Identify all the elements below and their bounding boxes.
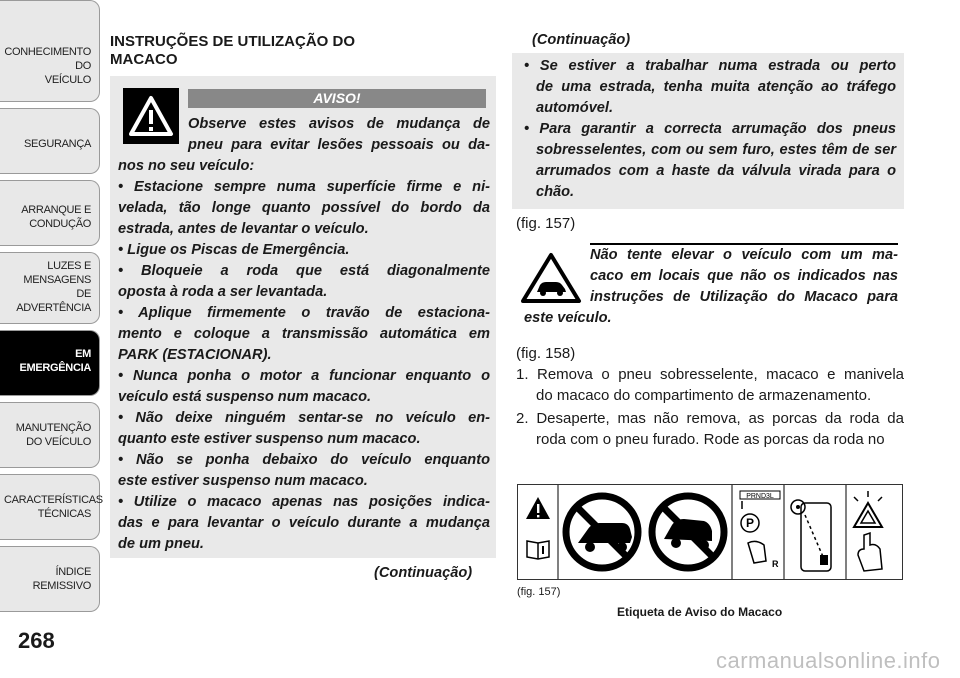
caution-car-icon: [520, 252, 582, 304]
text-line: velada, tão longe quanto possível do bordo da: [118, 200, 490, 216]
warning-text: [118, 114, 490, 555]
step-line: do macaco do compartimento de armazenamento.: [536, 387, 872, 404]
warning-line: pneu para evitar lesões pessoais ou da-: [188, 137, 490, 153]
heading-line: MACACO: [110, 51, 178, 68]
tab-label-line: CARACTERÍSTICAS: [4, 494, 103, 506]
tab-label-line: TÉCNICAS: [37, 508, 91, 520]
warning-icon: [526, 497, 550, 519]
tab-label-line: MENSAGENS: [23, 274, 91, 286]
text-line: • Nunca ponha o motor a funcionar enquanto o: [118, 368, 490, 384]
heading-line: INSTRUÇÕES DE UTILIZAÇÃO DO: [110, 33, 356, 50]
text-line: veículo está suspenso num macaco.: [118, 389, 372, 405]
tab-label-line: MANUTENÇÃO: [15, 422, 91, 434]
tab-label-line: VEÍCULO: [44, 74, 91, 86]
warning-continued: (Continuação): [374, 565, 473, 581]
text-line: • Estacione sempre numa superfície firme e ni-: [118, 179, 490, 195]
step-line: 2. Desaperte, mas não remova, as porcas da roda da: [516, 410, 904, 427]
warning-line: Observe estes avisos de mudança de: [188, 116, 490, 132]
text-line: • Para garantir a correcta arrumação dos pneus: [524, 121, 896, 137]
caution-last-line: este veículo.: [524, 310, 612, 326]
hazard-lights-icon: [854, 491, 882, 571]
sidebar-tab-emergencia[interactable]: [0, 330, 100, 396]
tab-label-line: DO VEÍCULO: [26, 436, 91, 448]
tab-label-line: SEGURANÇA: [24, 138, 91, 150]
text-line: • Não deixe ninguém sentar-se no veículo en-: [118, 410, 490, 426]
warning-line: nos no seu veículo:: [118, 158, 255, 174]
tab-label-line: LUZES E: [47, 260, 91, 272]
text-line: sobresselentes, com ou sem furo, estes têm de ser: [536, 142, 896, 158]
figure-caption: Etiqueta de Aviso do Macaco: [617, 605, 783, 619]
tab-label-line: ARRANQUE E: [21, 204, 91, 216]
warning-title: AVISO!: [313, 90, 361, 106]
text-line: instruções de Utilização do Macaco para: [590, 289, 898, 305]
text-line: de um pneu.: [118, 536, 204, 552]
no-jacking-here-icon: [652, 496, 724, 568]
sidebar-tab-manutencao[interactable]: [0, 402, 100, 468]
jack-warning-label-figure: [517, 484, 903, 580]
text-line: arrumados com a haste da válvula virada para o: [536, 163, 896, 179]
sidebar-tab-conhecimento[interactable]: [0, 0, 100, 102]
tab-label-line: CONHECIMENTO: [4, 46, 91, 58]
fig157-reference: (fig. 157): [516, 215, 576, 232]
text-line: quanto este estiver suspenso num macaco.: [118, 431, 421, 447]
manual-book-icon: [527, 541, 549, 559]
tab-label-line: DE: [76, 288, 91, 300]
page-number: 268: [18, 628, 55, 653]
park-letter: P: [745, 516, 755, 530]
sidebar-tab-seguranca[interactable]: [0, 108, 100, 174]
watermark: carmanualsonline.info: [716, 648, 941, 673]
step-line: roda com o pneu furado. Rode as porcas da roda no: [536, 431, 885, 448]
text-line: chão.: [536, 184, 575, 200]
text-line: automóvel.: [536, 100, 614, 116]
text-line: das e para levantar o veículo durante a mudança: [118, 515, 490, 531]
text-line: estrada, antes de levantar o veículo.: [118, 221, 369, 237]
section-heading: [110, 33, 440, 69]
text-line: • Utilize o macaco apenas nas posições indica-: [118, 494, 490, 510]
caution-text: [590, 245, 898, 308]
text-line: PARK (ESTACIONAR).: [118, 347, 272, 363]
text-line: mento e coloque a transmissão automática em: [118, 326, 490, 342]
text-line: • Se estiver a trabalhar numa estrada ou perto: [524, 58, 896, 74]
text-line: oposta à roda a ser levantada.: [118, 284, 328, 300]
tab-label-line: ÍNDICE: [55, 566, 91, 578]
step-line: 1. Remova o pneu sobresselente, macaco e manivela: [516, 366, 904, 383]
text-line: Não tente elevar o veículo com um ma-: [590, 247, 898, 263]
figure-label: (fig. 157): [517, 586, 561, 598]
text-line: caco em locais que não os indicados nas: [590, 268, 898, 284]
tab-label-line: DO: [75, 60, 91, 72]
continued-warning-text: [524, 56, 896, 203]
text-line: de uma estrada, tenha muita atenção ao tráfego: [536, 79, 896, 95]
step-1: [516, 364, 904, 406]
tab-label-line: CONDUÇÃO: [29, 218, 91, 230]
sidebar-tab-luzes[interactable]: [0, 252, 100, 324]
tab-label-line: EMERGÊNCIA: [19, 362, 91, 374]
warning-title-bar: [188, 89, 486, 108]
text-line: • Bloqueie a roda que está diagonalmente: [118, 263, 490, 279]
tab-label-line: ADVERTÊNCIA: [16, 302, 91, 314]
fig158-reference: (fig. 158): [516, 345, 576, 362]
tab-label-line: REMISSIVO: [32, 580, 91, 592]
no-person-under-car-icon: [566, 496, 638, 568]
sidebar-tab-arranque[interactable]: [0, 180, 100, 246]
car-top-view-icon: [791, 500, 831, 571]
text-line: este estiver suspenso num macaco.: [118, 473, 368, 489]
text-line: • Ligue os Piscas de Emergência.: [118, 242, 350, 258]
sidebar-tab-caracteristicas[interactable]: [0, 474, 103, 540]
park-gear-icon: [740, 491, 780, 569]
reverse-letter: R: [772, 559, 779, 569]
text-line: • Aplique firmemente o travão de estaciona-: [118, 305, 490, 321]
sidebar-tab-indice[interactable]: [0, 546, 100, 612]
continued-top: (Continuação): [532, 32, 631, 48]
step-2: [516, 408, 904, 450]
text-line: • Não se ponha debaixo do veículo enquanto: [118, 452, 490, 468]
tab-label-line: EM: [75, 348, 91, 360]
gear-sequence-text: PRND3L: [746, 493, 774, 500]
